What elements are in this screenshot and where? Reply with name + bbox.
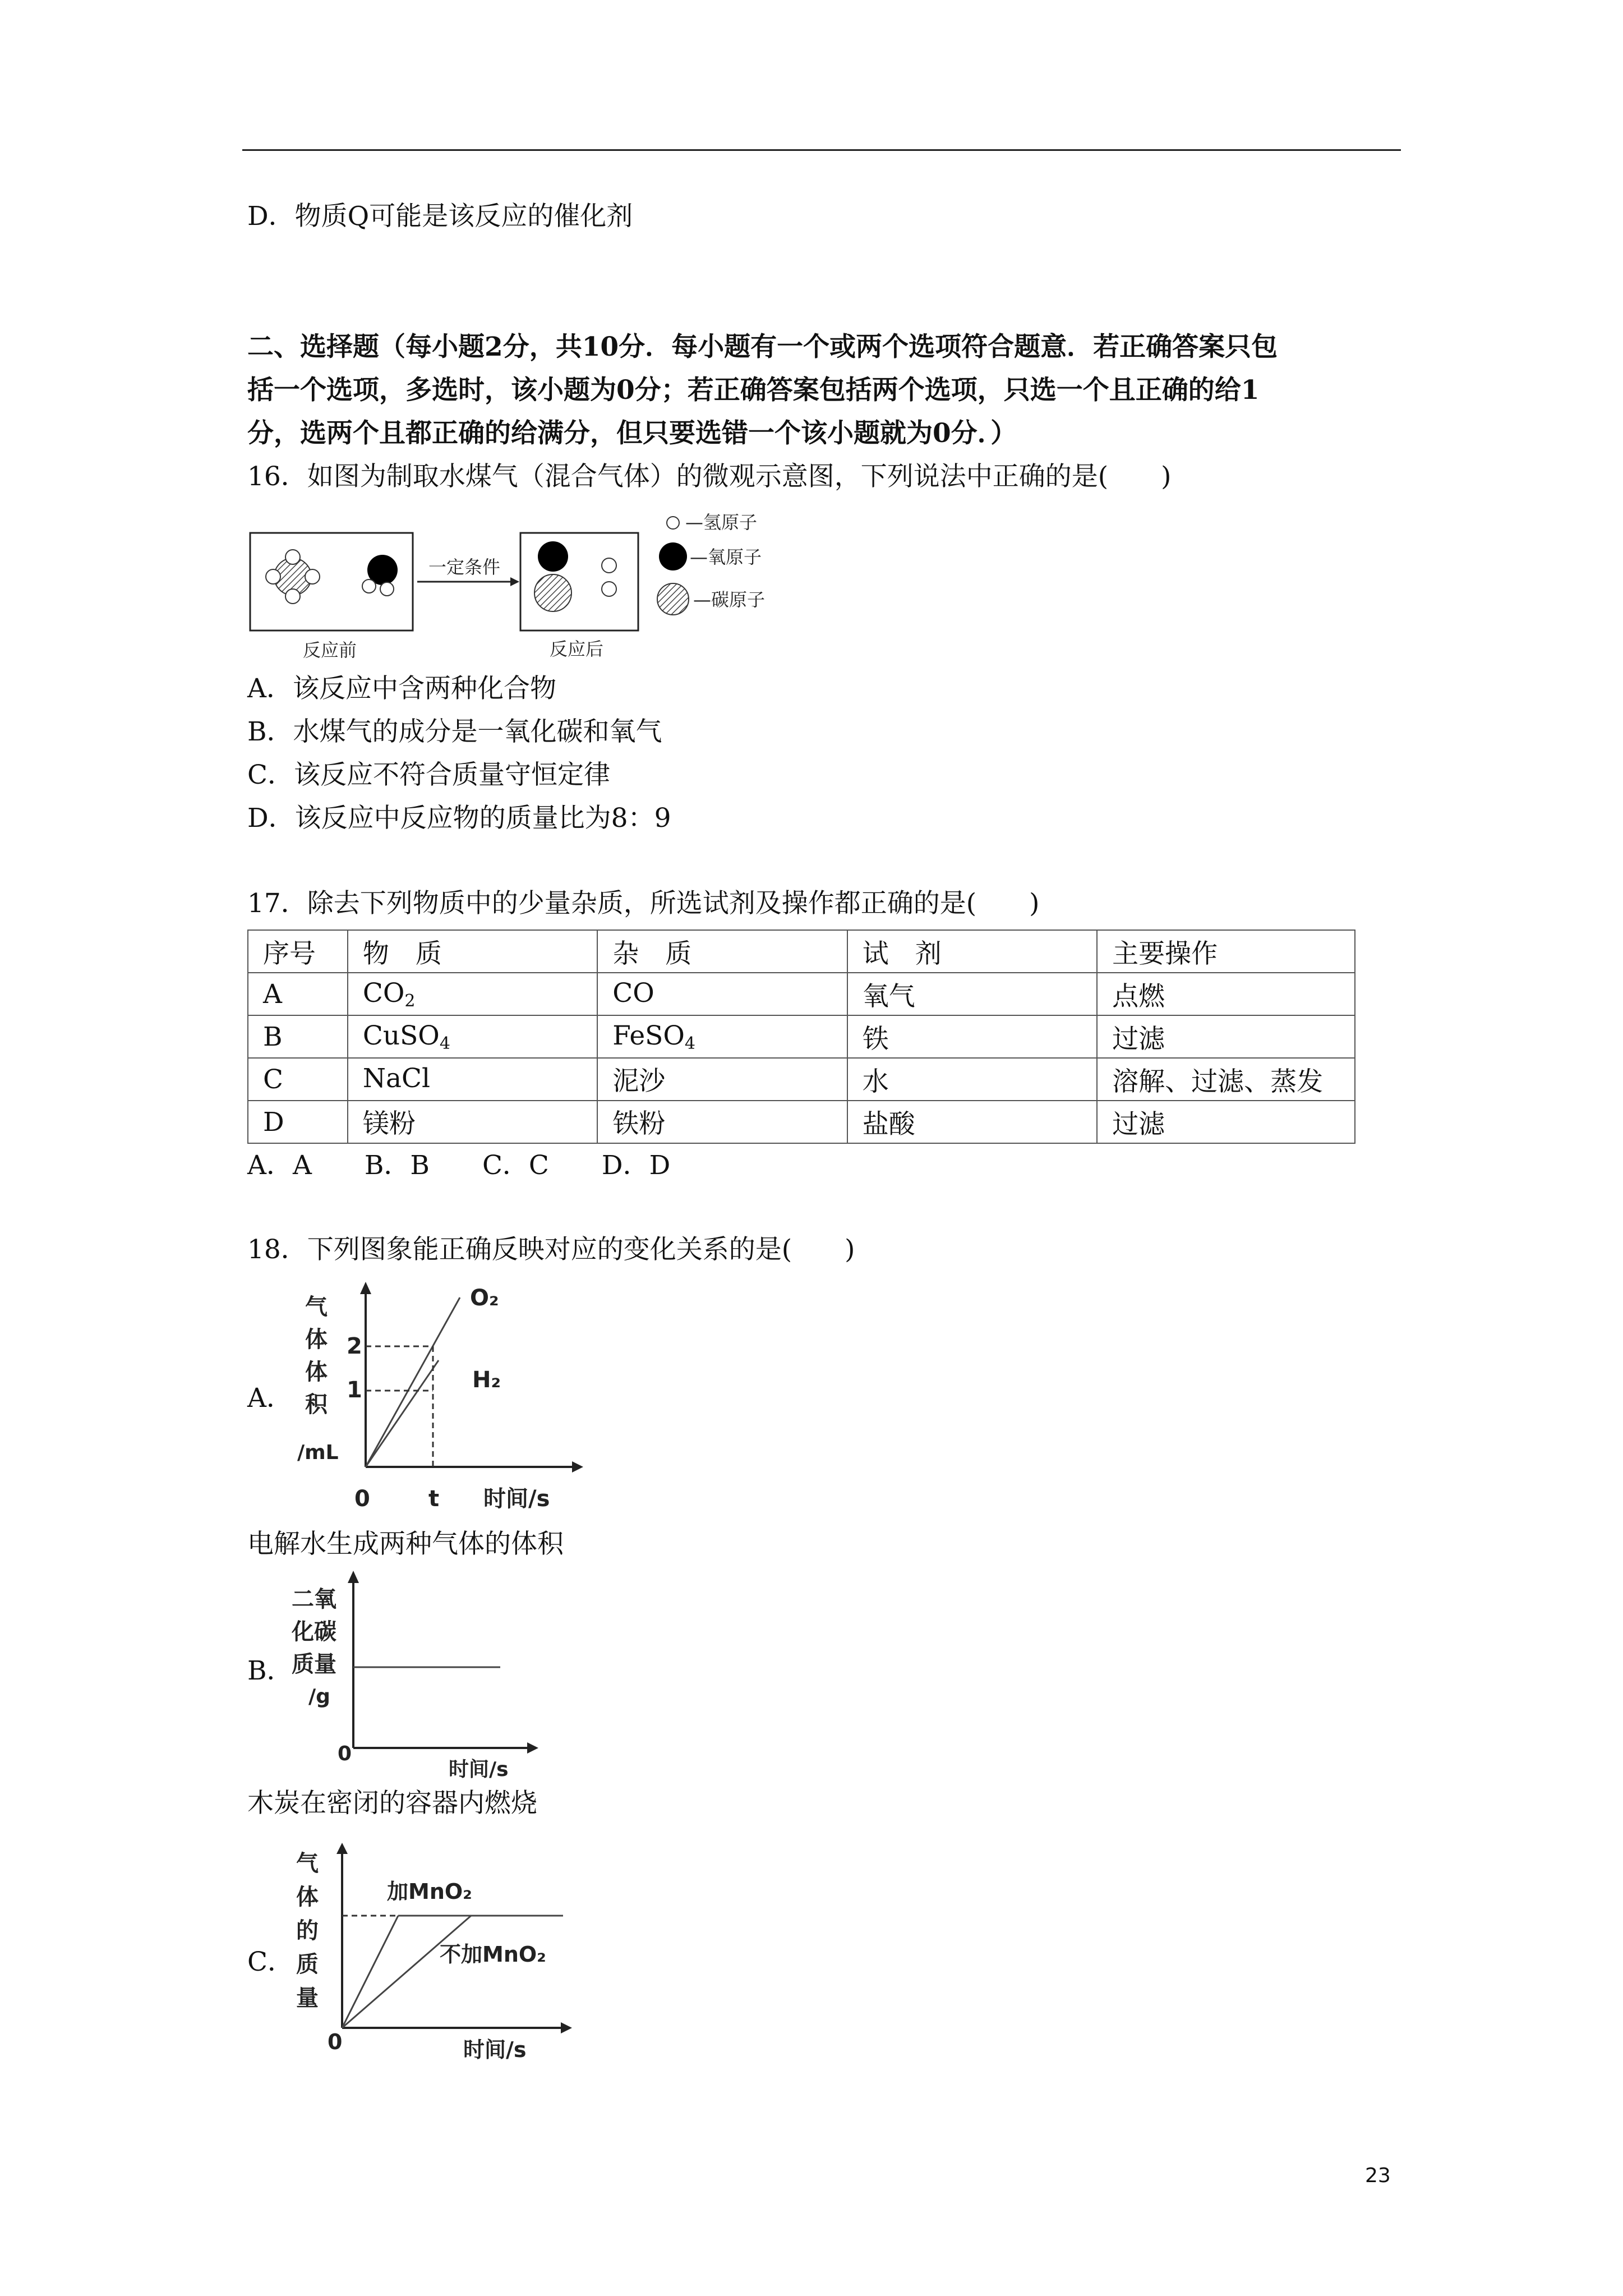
impurity-cell: FeSO$_4$ <box>597 1015 847 1058</box>
table-row <box>248 1015 1355 1058</box>
q17-table <box>247 930 1355 1144</box>
q17-stem: 17．除去下列物质中的少量杂质，所选试剂及操作都正确的是( ) <box>247 888 1040 919</box>
graph-b-ylabel-1: 二氧 <box>292 1586 336 1612</box>
page-number: 23 <box>1365 2164 1391 2187</box>
header-cell: 物 质 <box>348 930 597 973</box>
graph-a-ylabel-3: 体 <box>305 1359 328 1385</box>
q18-graph-b-option: B． <box>247 1655 293 1686</box>
header-cell: 序号 <box>248 930 348 973</box>
graph-a-ytick-2: 2 <box>347 1333 362 1359</box>
legend-c-label: —碳原子 <box>693 589 766 610</box>
q18-graph-c <box>292 1843 583 2078</box>
legend-h-label: —氢原子 <box>685 512 758 533</box>
row-id: D <box>248 1101 348 1143</box>
graph-c-xlabel: 时间/s <box>463 2037 527 2062</box>
section-heading-line3: 分，选两个且都正确的给满分，但只要选错一个该小题就为0分．） <box>247 418 1017 449</box>
graph-c-line-without-mno2 <box>342 1916 471 2028</box>
substance-cell: $CO_2$ <box>348 973 597 1015</box>
reagent-cell: 盐酸 <box>847 1101 1097 1143</box>
q18-graph-a <box>292 1282 606 1529</box>
row-id: B <box>248 1015 348 1058</box>
graph-a-ylabel-1: 气 <box>305 1294 328 1320</box>
graph-a-xlabel: 时间/s <box>483 1486 550 1512</box>
q17-answer-options: A．A B．B C．C D．D <box>247 1150 671 1181</box>
after-label: 反应后 <box>550 638 604 660</box>
graph-a-ylabel-4: 积 <box>305 1392 328 1418</box>
substance-cell: NaCl <box>348 1058 597 1101</box>
operation-cell: 过滤 <box>1097 1015 1355 1058</box>
q16-option-c: C．该反应不符合质量守恒定律 <box>247 760 610 790</box>
graph-a-line-h2 <box>366 1360 439 1467</box>
impurity-cell: CO <box>597 973 847 1015</box>
prev-option-d: D．物质Q可能是该反应的催化剂 <box>247 201 633 232</box>
operation-cell: 溶解、过滤、蒸发 <box>1097 1058 1355 1101</box>
reagent-cell: 铁 <box>847 1015 1097 1058</box>
q18-graph-c-option: C． <box>247 1947 294 1977</box>
q16-stem: 16．如图为制取水煤气（混合气体）的微观示意图，下列说法中正确的是( ) <box>247 461 1172 492</box>
table-row <box>248 973 1355 1015</box>
q18-graph-b <box>292 1571 550 1784</box>
graph-c-ylabel-3: 的 <box>296 1918 319 1944</box>
graph-c-label-with-mno2: 加MnO₂ <box>387 1879 472 1904</box>
graph-b-xlabel: 时间/s <box>449 1758 509 1781</box>
graph-b-ylabel-4: /g <box>308 1685 330 1708</box>
graph-b-ylabel-3: 质量 <box>292 1651 336 1677</box>
graph-a-line-o2 <box>366 1297 460 1467</box>
graph-a-ylabel-2: 体 <box>305 1327 328 1352</box>
legend-c-symbol <box>657 583 689 615</box>
graph-c-label-without-mno2: 不加MnO₂ <box>440 1942 546 1967</box>
header-cell: 试 剂 <box>847 930 1097 973</box>
reagent-cell: 氧气 <box>847 973 1097 1015</box>
legend-o-label: —氧原子 <box>690 546 762 568</box>
section-heading-line1: 二、选择题（每小题2分，共10分．每小题有一个或两个选项符合题意．若正确答案只包 <box>247 332 1278 362</box>
graph-a-xtick-t: t <box>428 1486 440 1512</box>
row-id: A <box>248 973 348 1015</box>
header-cell: 主要操作 <box>1097 930 1355 973</box>
graph-c-ylabel-5: 量 <box>296 1985 319 2011</box>
graph-b-ylabel-2: 化碳 <box>292 1619 336 1645</box>
reagent-cell: 水 <box>847 1058 1097 1101</box>
graph-c-line-with-mno2 <box>342 1916 398 2028</box>
legend-o-symbol <box>659 542 687 570</box>
impurity-cell: 铁粉 <box>597 1101 847 1143</box>
table-row <box>248 1101 1355 1143</box>
table-row <box>248 1058 1355 1101</box>
graph-a-ylabel-5: /mL <box>297 1441 339 1464</box>
graph-a-ytick-1: 1 <box>347 1377 362 1403</box>
legend-h-symbol <box>667 517 679 529</box>
q18-graph-a-caption: 电解水生成两种气体的体积 <box>247 1529 564 1559</box>
section-heading-line2: 括一个选项，多选时，该小题为0分；若正确答案包括两个选项，只选一个且正确的给1 <box>247 375 1260 406</box>
graph-b-origin: 0 <box>338 1742 352 1765</box>
q16-option-b: B．水煤气的成分是一氧化碳和氧气 <box>247 716 662 747</box>
header-cell: 杂 质 <box>597 930 847 973</box>
substance-cell: CuSO$_4$ <box>348 1015 597 1058</box>
table-header-row <box>248 930 1355 973</box>
header-rule <box>242 149 1401 151</box>
graph-c-origin: 0 <box>328 2030 343 2054</box>
graph-c-ylabel-1: 气 <box>296 1851 319 1876</box>
graph-a-origin: 0 <box>354 1486 370 1512</box>
q16-molecular-figure <box>241 505 813 668</box>
operation-cell: 点燃 <box>1097 973 1355 1015</box>
graph-c-ylabel-2: 体 <box>296 1884 319 1910</box>
q16-option-d: D．该反应中反应物的质量比为8：9 <box>247 803 671 834</box>
impurity-cell: 泥沙 <box>597 1058 847 1101</box>
q18-stem: 18．下列图象能正确反映对应的变化关系的是( ) <box>247 1234 855 1265</box>
row-id: C <box>248 1058 348 1101</box>
graph-a-label-h2: H₂ <box>472 1367 501 1393</box>
q18-graph-a-option: A． <box>247 1383 293 1414</box>
graph-a-label-o2: O₂ <box>470 1285 499 1311</box>
arrow-label: 一定条件 <box>428 556 501 578</box>
operation-cell: 过滤 <box>1097 1101 1355 1143</box>
q16-option-a: A．该反应中含两种化合物 <box>247 673 556 704</box>
q18-graph-b-caption: 木炭在密闭的容器内燃烧 <box>247 1788 537 1819</box>
graph-c-ylabel-4: 质 <box>296 1952 319 1977</box>
substance-cell: 镁粉 <box>348 1101 597 1143</box>
before-label: 反应前 <box>303 639 357 661</box>
